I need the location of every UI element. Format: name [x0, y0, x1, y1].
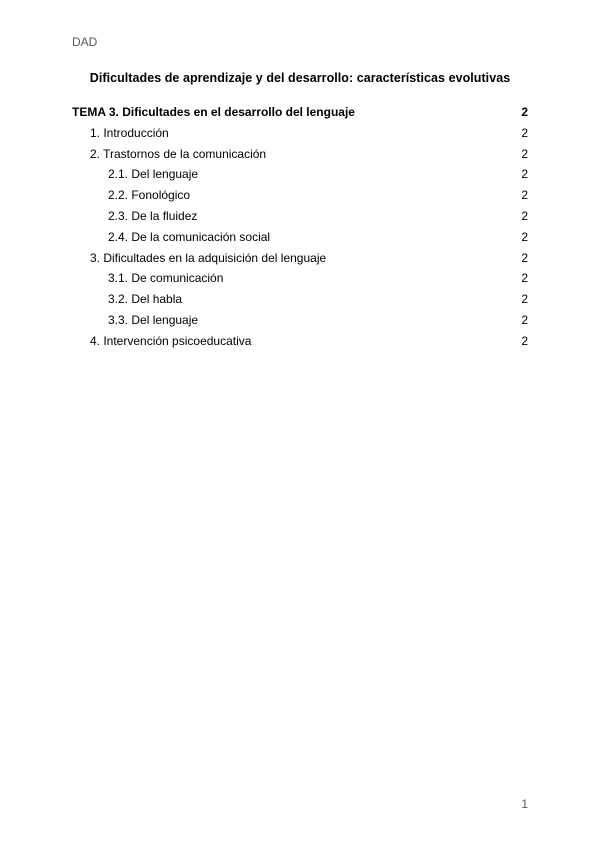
toc-entry[interactable] [72, 312, 528, 333]
toc-entry[interactable] [72, 333, 528, 354]
toc-entry[interactable] [72, 291, 528, 312]
toc-entry-label: 2.3. De la fluidez [108, 208, 198, 223]
toc-entry[interactable] [72, 187, 528, 208]
toc-entry[interactable] [72, 104, 528, 125]
page-header: DAD [72, 35, 98, 49]
toc-entry-page: 2 [521, 146, 528, 161]
toc-entry[interactable] [72, 208, 528, 229]
toc-entry[interactable] [72, 250, 528, 271]
toc-entry-label: 3.1. De comunicación [108, 271, 224, 286]
toc-entry[interactable] [72, 146, 528, 167]
toc-entry-page: 2 [521, 250, 528, 265]
toc-entry-page: 2 [521, 312, 528, 327]
toc-entry-page: 2 [521, 229, 528, 244]
toc-entry-label: 4. Intervención psicoeducativa [90, 333, 252, 348]
toc-entry-label: 2.1. Del lenguaje [108, 167, 199, 182]
toc-entry[interactable] [72, 166, 528, 187]
toc-entry-label: 2.4. De la comunicación social [108, 229, 271, 244]
toc-entry-label: 1. Introducción [90, 125, 169, 140]
table-of-contents [72, 104, 528, 354]
toc-entry[interactable] [72, 229, 528, 250]
toc-entry[interactable] [72, 125, 528, 146]
document-title: Dificultades de aprendizaje y del desarrollo: características evolutivas [89, 71, 511, 85]
toc-entry-page: 2 [521, 105, 528, 119]
toc-entry-page: 2 [521, 188, 528, 203]
toc-entry[interactable] [72, 270, 528, 291]
page-number: 1 [521, 797, 528, 811]
toc-entry-label: 2.2. Fonológico [108, 188, 191, 203]
toc-entry-label: 3.3. Del lenguaje [108, 312, 199, 327]
toc-entry-label: 2. Trastornos de la comunicación [90, 146, 267, 161]
toc-entry-page: 2 [521, 167, 528, 182]
toc-entry-page: 2 [521, 208, 528, 223]
toc-entry-label: TEMA 3. Dificultades en el desarrollo del lenguaje [72, 105, 355, 119]
toc-entry-page: 2 [521, 125, 528, 140]
toc-entry-page: 2 [521, 292, 528, 307]
toc-entry-page: 2 [521, 271, 528, 286]
toc-entry-label: 3. Dificultades en la adquisición del lenguaje [90, 250, 327, 265]
toc-entry-label: 3.2. Del habla [108, 292, 183, 307]
toc-entry-page: 2 [521, 333, 528, 348]
